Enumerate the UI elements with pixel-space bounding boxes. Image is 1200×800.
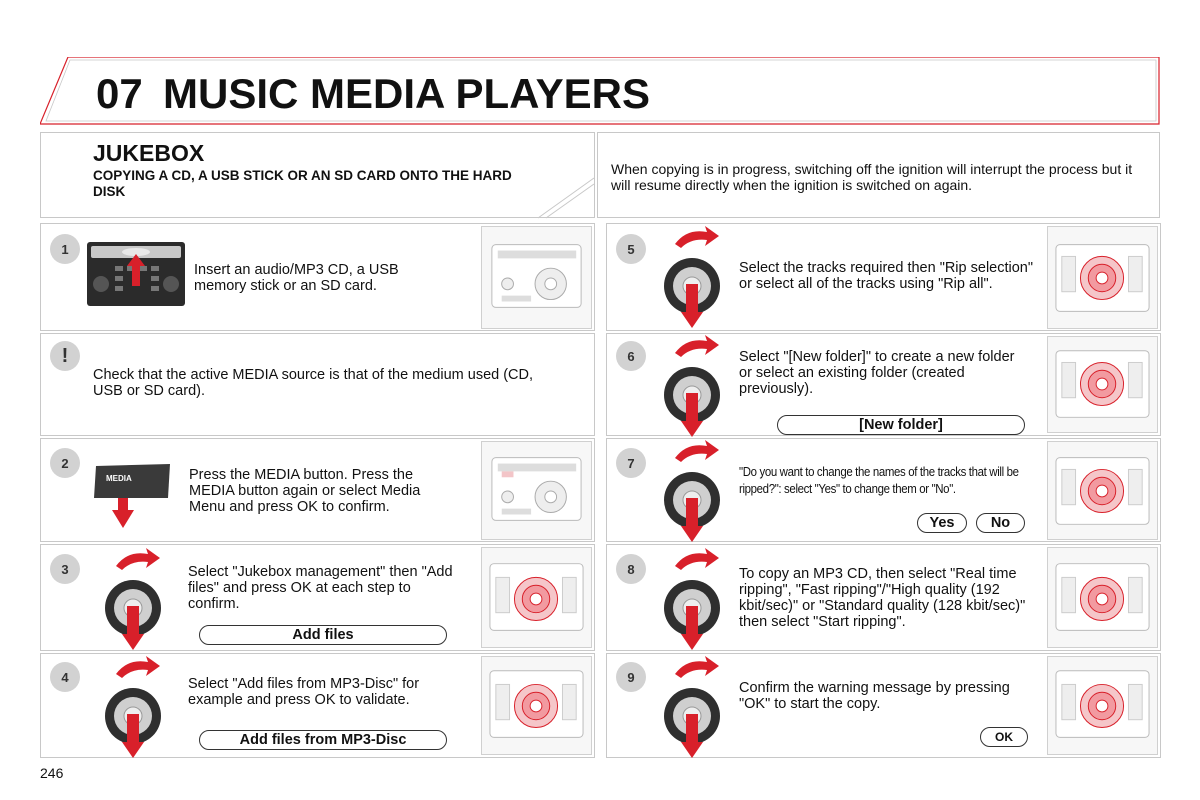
audio-unit-thumbnail-highlighted xyxy=(1047,547,1158,648)
audio-unit-thumbnail-highlighted xyxy=(1047,336,1158,433)
step-3-badge: 3 xyxy=(50,554,80,584)
step-9-text: Confirm the warning message by pressing "OK" to start the copy. xyxy=(739,680,1010,712)
step-7-badge: 7 xyxy=(616,448,646,478)
intro-fold-lines xyxy=(532,176,596,220)
step-5-badge: 5 xyxy=(616,234,646,264)
screen-label-no: No xyxy=(976,513,1025,533)
step-2-text: Press the MEDIA button. Press the MEDIA button again or select Media Menu and press OK to confirm. xyxy=(189,467,421,515)
rotary-knob-press-icon xyxy=(102,546,164,650)
rotary-knob-press-icon xyxy=(661,654,723,758)
rotary-knob-press-icon xyxy=(102,654,164,758)
screen-label-add-files: Add files xyxy=(199,625,447,645)
step-2-badge: 2 xyxy=(50,448,80,478)
step-6-text: Select "[New folder]" to create a new folder or select an existing folder (created previously). xyxy=(739,349,1015,397)
rotary-knob-press-icon xyxy=(661,546,723,650)
audio-unit-thumbnail-highlighted xyxy=(481,656,592,755)
audio-unit-thumbnail xyxy=(481,441,592,540)
audio-unit-thumbnail-highlighted xyxy=(1047,656,1158,755)
rotary-knob-press-icon xyxy=(661,333,723,437)
step-4-text: Select "Add files from MP3-Disc" for example and press OK to validate. xyxy=(188,676,420,708)
step-5-text: Select the tracks required then "Rip selection" or select all of the tracks using "Rip all". xyxy=(739,260,1034,292)
section-subtitle: COPYING A CD, A USB STICK OR AN SD CARD ONTO THE HARD DISK xyxy=(93,168,512,199)
rotary-knob-press-icon xyxy=(661,438,723,542)
step-1-text: Insert an audio/MP3 CD, a USB memory stick or an SD card. xyxy=(194,262,399,294)
media-button-label: MEDIA xyxy=(106,474,132,483)
warning-text: Check that the active MEDIA source is that of the medium used (CD, USB or SD card). xyxy=(93,367,534,399)
step-3-text: Select "Jukebox management" then "Add files" and press OK at each step to confirm. xyxy=(188,564,453,612)
audio-unit-thumbnail-highlighted xyxy=(1047,441,1158,540)
rotary-knob-press-icon xyxy=(661,224,723,330)
chapter-number: 07 xyxy=(96,70,143,117)
warning-icon: ! xyxy=(50,341,80,371)
screen-label-ok: OK xyxy=(980,727,1028,747)
step-4-badge: 4 xyxy=(50,662,80,692)
audio-unit-thumbnail-highlighted xyxy=(1047,226,1158,329)
section-title: JUKEBOX xyxy=(93,140,205,166)
step-9-badge: 9 xyxy=(616,662,646,692)
step-8-badge: 8 xyxy=(616,554,646,584)
media-button-press-icon xyxy=(94,462,172,528)
screen-label-add-files-mp3: Add files from MP3-Disc xyxy=(199,730,447,750)
intro-note: When copying is in progress, switching off the ignition will interrupt the process but it will resume directly when the ignition is switched on again. xyxy=(611,161,1133,193)
step-1-badge: 1 xyxy=(50,234,80,264)
audio-unit-thumbnail-highlighted xyxy=(481,547,592,648)
chapter-title: MUSIC MEDIA PLAYERS xyxy=(163,70,650,117)
screen-label-yes: Yes xyxy=(917,513,967,533)
step-7-text: "Do you want to change the names of the tracks that will be ripped?": select "Yes" to change them or "No". xyxy=(739,464,1019,496)
page-number: 246 xyxy=(40,765,64,781)
audio-unit-thumbnail xyxy=(481,226,592,329)
step-8-text: To copy an MP3 CD, then select "Real time ripping", "Fast ripping"/"High quality (192 kbit/sec)" or "Standard quality (128 kbit/sec)" then select "Start ripping". xyxy=(739,566,1026,630)
cd-slot-panel-icon xyxy=(87,242,185,306)
screen-label-new-folder: [New folder] xyxy=(777,415,1025,435)
step-6-badge: 6 xyxy=(616,341,646,371)
